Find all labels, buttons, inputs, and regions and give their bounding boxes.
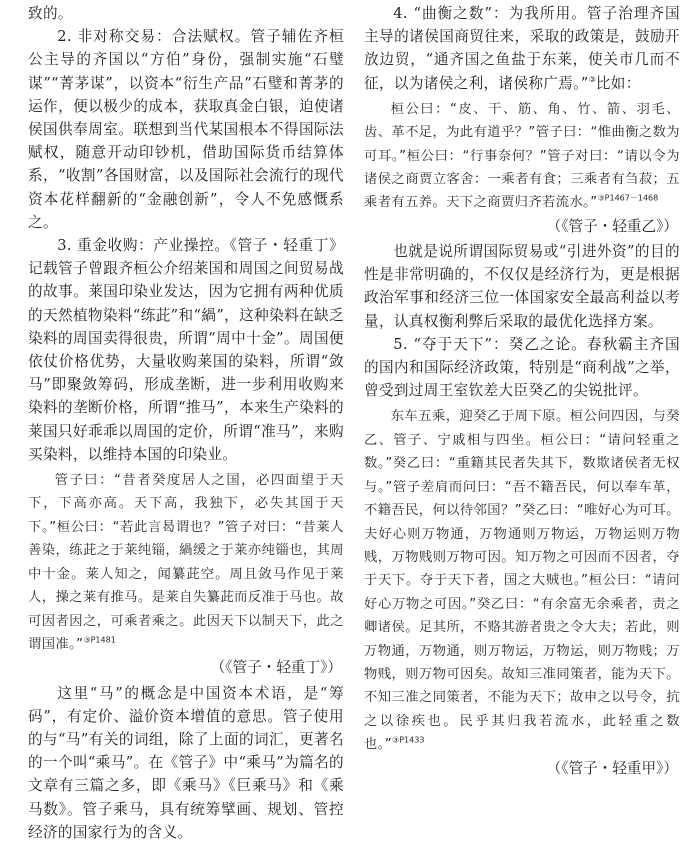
right-column	[364, 2, 680, 782]
quote-qingzhong-yi	[364, 98, 680, 215]
quote-text: 管子曰：“昔者癸度居人之国，必四面望于天下，下高亦高。天下高，我独下，必失其国于天下。”桓公曰：“若此言曷谓也？”管子对曰：“昔莱人善染，练茈之于莱纯锱，緺缓之于莱亦纯锱也，其周中十金。莱人知之，闻纂茈空。周且敛马作见于莱人，操之莱有推马。是莱自失纂茈而反准于马也。故可因者因之，可乘者乘之。此因天下以制天下，此之谓国准。”	[28, 473, 344, 652]
paragraph-tail: 比如：	[595, 74, 641, 92]
source-citation: （《管子・轻重乙》）	[546, 217, 678, 235]
paragraph-ma-concept: 这里“马”的概念是中国资本术语，是“筹码”，有定价、溢价资本增值的意思。管子使用的与“马”有关的词组，除了上面的词汇，更著名的一个叫“乘马”。在《管子》中“乘马”为篇名的文章有三篇之多，即《乘马》《巨乘马》和《乘马数》。管子乘马，具有统筹擘画、规划、管控经济的国家行为的含义。	[28, 684, 344, 841]
paragraph-foreign-investment: 也就是说所谓国际贸易或“引进外资”的目的性是非常明确的，不仅仅是经济行为，更是根据政治军事和经济三位一体国家安全最高利益以考量，认真权衡利弊后采取的最优化选择方案。	[364, 243, 680, 330]
footnote-ref: ③	[588, 74, 596, 84]
paragraph-text: 4. “曲衡之数”：为我所用。管子治理齐国主导的诸侯国商贸往来，采取的政策是，鼓励开放边贸，“通齐国之鱼盐于东莱，使关市几而不征，以为诸侯之利，诸侯称广焉。”	[364, 5, 680, 92]
paragraph-guiyi: 5. “夺于天下”：癸乙之论。春秋霸主齐国的国内和国际经济政策，特别是“商利战”之举，曾受到过周王室钦差大臣癸乙的尖锐批评。	[364, 335, 680, 400]
paragraph-quheng	[364, 2, 680, 95]
quote-text: 桓公曰：“皮、干、筋、角、竹、箭、羽毛、齿、革不足，为此有道乎？”管子曰：“惟曲衡之数为可耳。”桓公曰：“行事奈何？”管子对曰：“请以令为诸侯之商贾立客舍：一乘者有食；三乘者有刍菽；五乘者有五养。天下之商贾归齐若流水。”	[364, 101, 680, 211]
paragraph-asymmetric-trade: 2. 非对称交易：合法赋权。管子辅佐齐桓公主导的齐国以“方伯”身份，强制实施“石璧谋”“菁茅谋”，以资本“衍生产品”石璧和菁茅的运作，便以极少的成本，获取真金白银，迫使诸侯国供奉周室。联想到当代某国根本不得国际法赋权，随意开动印钞机，借助国际货币结算体系，“收割”各国财富，以及国际社会流行的现代资本花样翻新的“金融创新”，令人不免感慨系之。	[28, 28, 344, 231]
footnote-ref: ③P1433	[392, 735, 425, 745]
paragraph-continuation: 致的。	[28, 5, 73, 22]
footnote-ref: ③P1467－1468	[597, 194, 659, 204]
quote-text: 东车五乘，迎癸乙于周下原。桓公问四因，与癸乙、管子、宁戚相与四坐。桓公曰：“请问轻重之数。”癸乙曰：“重籍其民者失其下，数欺诸侯者无权与。”管子差肩而问曰：“吾不籍吾民，何以奉车革，不籍吾民，何以待邻国？”癸乙曰：“唯好心为可耳。夫好心则万物通，万物通则万物运，万物运则万物贱，万物贱则万物可因。知万物之可因而不因者，夺于天下。夺于天下者，国之大贼也。”桓公曰：“请问好心万物之可因。”癸乙曰：“有余富无余乘者，责之卿诸侯。足其所，不赂其游者贵之令大夫；若此，则万物通，万物通，则万物运，万物运，则万物贱；万物贱，则万物可因矣。故知三准同策者，能为天下。不知三准之同策者，不能为天下；故申之以号令，抗之以徐疾也。民乎其归我若流水，此轻重之数也。”	[364, 409, 680, 753]
footnote-ref: ③P1481	[83, 635, 116, 645]
paragraph-heavy-acquisition: 3. 重金收购：产业操控。《管子・轻重丁》记载管子曾跟齐桓公介绍莱国和周国之间贸易战的故事。莱国印染业发达，因为它拥有两种优质的天然植物染料“练茈”和“緺”，这种染料在缺乏染料的周国卖得很贵，所谓“周中十金”。周国便依仗价格优势，大量收购莱国的染料，所谓“敛马”即聚敛筹码，形成垄断，进一步利用收购来染料的垄断价格，所谓“推马”，本来生产染料的莱国只好乖乖以周国的定价，所谓“准马”，来购买染料，以维持本国的印染业。	[28, 237, 344, 463]
source-citation: （《管子・轻重丁》）	[210, 659, 342, 677]
quote-qingzhong-jia	[364, 405, 680, 756]
left-column	[28, 2, 344, 844]
quote-qingzhong-ding	[28, 469, 344, 656]
source-citation: （《管子・轻重甲》）	[546, 759, 678, 777]
